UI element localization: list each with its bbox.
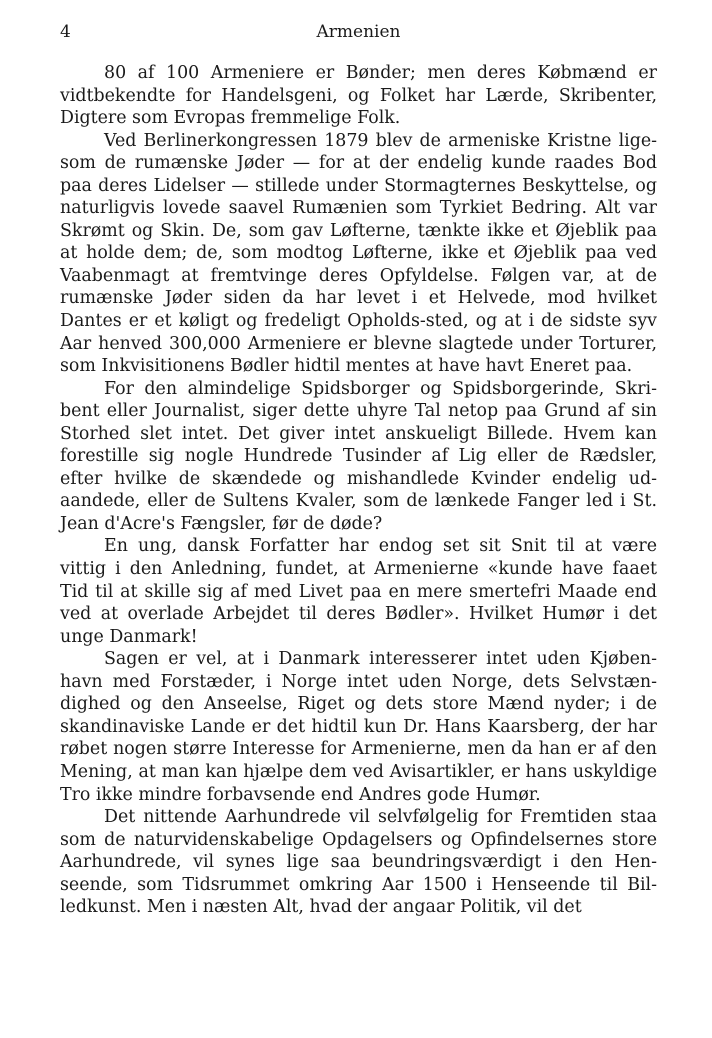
page-number: 4 <box>60 22 71 42</box>
body-text <box>60 62 657 919</box>
paragraph: Det nittende Aarhundrede vil selvfølgelig for Fremtiden staa som de naturvidenskabelige Opdagelsers og Opfindelsernes store Aarhundrede, vil synes lige saa beundringsværdigt i den Hen-seende, som Tidsrummet omkring Aar 1500 i Henseende til Bil-ledkunst. Men i næsten Alt, hvad der angaar Politik, vil det <box>60 807 657 918</box>
paragraph: Sagen er vel, at i Danmark interesserer intet uden Kjøben-havn med Forstæder, i Norge intet uden Norge, dets Selvstæn-dighed og den Anseelse, Riget og dets store Mænd nyder; i de skandinaviske Lande er det hidtil kun Dr. Hans Kaarsberg, der har røbet nogen større Interesse for Armenierne, men da han er af den Mening, at man kan hjælpe dem ved Avisartikler, er hans uskyldige Tro ikke mindre forbavsende end Andres gode Humør. <box>60 649 657 805</box>
paragraph: 80 af 100 Armeniere er Bønder; men deres Købmænd er vidtbekendte for Handelsgeni, og Folket har Lærde, Skribenter, Digtere som Evropas fremmelige Folk. <box>60 63 657 129</box>
page-header <box>60 22 657 46</box>
paragraph: En ung, dansk Forfatter har endog set sit Snit til at være vittig i den Anledning, fundet, at Armenierne «kunde have faaet Tid til at skille sig af med Livet paa en mere smertefri Maade end ved at overlade Arbejdet til deres Bødler». Hvilket Humør i det unge Danmark! <box>60 536 657 647</box>
running-title: Armenien <box>316 22 401 42</box>
paragraph: For den almindelige Spidsborger og Spidsborgerinde, Skri-bent eller Journalist, siger dette uhyre Tal netop paa Grund af sin Storhed slet intet. Det giver intet anskueligt Billede. Hvem kan forestille sig nogle Hundrede Tusinder af Lig eller de Rædsler, efter hvilke de skændede og mishandlede Kvinder endelig ud-aandede, eller de Sultens Kvaler, som de lænkede Fanger led i St. Jean d'Acre's Fængsler, før de døde? <box>60 378 657 534</box>
paragraph: Ved Berlinerkongressen 1879 blev de armeniske Kristne lige-som de rumænske Jøder — for at der endelig kunde raades Bod paa deres Lidelser — stillede under Stormagternes Beskyttelse, og naturligvis lovede saavel Rumænien som Tyrkiet Bedring. Alt var Skrømt og Skin. De, som gav Løfterne, tænkte ikke et Øjeblik paa at holde dem; de, som modtog Løfterne, ikke et Øjeblik paa ved Vaabenmagt at fremtvinge deres Opfyldelse. Følgen var, at de rumænske Jøder siden da har levet i et Helvede, mod hvilket Dantes er et køligt og fredeligt Opholds-sted, og at i de sidste syv Aar henved 300,000 Armeniere er blevne slagtede under Torturer, som Inkvisitionens Bødler hidtil mentes at have havt Eneret paa. <box>60 130 657 377</box>
